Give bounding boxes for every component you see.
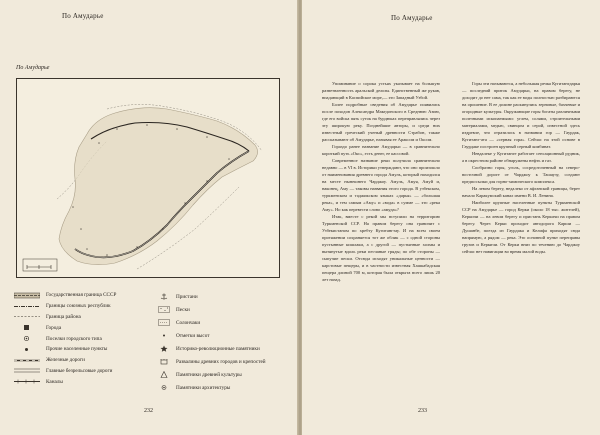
left-page — [0, 0, 298, 435]
legend-item: Главные безрельсовые дороги — [14, 366, 164, 377]
legend-item: Памятники древней культуры — [158, 368, 290, 381]
paragraph: Горы эти называются, а небольшая речка Кугитангдарья — последний приток Амударьи, на правом берегу, не доходит до нее сама, так как ее воды полностью разбираются на орошение. В ее долине раскинулись зерновые, бахчевые и огородные культуры. Окружающие горы богаты различными полезными ископаемыми: углем, солями, строительными материалами, медью, свинцом и серой, известной здесь издревле, что отразилось в названии гор — Гаурдак, Кугитанг-ата — «серная гора». Сейчас на этой основе в Гаурдаке построен крупный серный комбинат. — [462, 81, 580, 149]
highway-icon — [14, 367, 40, 374]
legend-item: Граница района — [14, 312, 164, 323]
legend-item: Прочие населенные пункты — [14, 344, 164, 355]
salt-marsh-icon — [158, 319, 170, 326]
urban-settlement-icon — [14, 335, 40, 342]
republic-border-icon — [14, 303, 40, 310]
height-mark-icon — [158, 332, 170, 339]
legend-item: Историко-революционные памятники — [158, 342, 290, 355]
culture-monument-icon — [158, 371, 170, 378]
paragraph: Современное название реки получила сравнительно недавно — в VI в. Историки утверждают, что оно произошло от наименования древнего города Амуль, который находился на месте нынешнего Чарджоу. Амуль, Амуя, Амуй и, наконец, Аму — таковы названия этого города. В узбекском, туркменском и таджикском языках «дарья» — «большая река», и тем самым «Аму» и «вода» в сумме — это «река Аму». Но как перевести слово «амуда»? — [322, 158, 440, 212]
text-column-right — [462, 80, 580, 255]
legend-item: Поселки городского типа — [14, 333, 164, 344]
map-title: По Амударье — [16, 65, 50, 71]
running-head-right: По Амударье — [391, 14, 433, 22]
page-number-right: 233 — [418, 408, 427, 414]
legend-item: Города — [14, 322, 164, 333]
sand-icon — [158, 306, 170, 313]
historic-monument-icon — [158, 345, 170, 352]
paragraph: Гораздо ранее название Амударьи — в сравнительно короткий путь «Окс», есть денег, ее кассовой. — [322, 144, 440, 156]
amudarya-map — [16, 78, 280, 278]
city-icon — [14, 324, 40, 331]
paragraph: Итак, вместе с рекой мы вступили на территорию Туркменской ССР. На правом берегу она граничит с Узбекистаном по хребту Кугитангтау. И на всем своем протяжении сохраняется тот же облик — с одной стороны пустынные кишлаки, а с другой — пустынные холмы и вытянутые вдоль реки песчаные гряды; по обе стороны — сыпучие пески. Отсюда исходят уникальные ценности — карстовые пещеры, и в частности известная Хашкабадская пещера длиной 700 м, которая была открыта всего лишь 20 лет назад. — [322, 214, 440, 282]
paragraph: На левом берегу, недалеко от афганской границы, берет начало Каракумский канал имени В. И. Ленина. — [462, 186, 580, 198]
legend-item: Развалины древних городов и крепостей — [158, 355, 290, 368]
paragraph: Более подробные сведения об Амударье появились после походов Александра Македонского в Среднюю Азию, где его войска пять суток на бурдюках переправлялись через эту широкую реку. Позднейшие авторы, и среди них известный греческий ученый древности Страбон, также рассказывают об Амударье, называя ее Араксом и Оксом. — [322, 102, 440, 142]
paragraph: Упоминание о сорока устьях указывает на большую разветвленность аральской дельты. Единственный же рукав, впадающий в Каспийское море,— это Западный Узбой. — [322, 81, 440, 100]
map-legend-left — [14, 290, 164, 387]
text-column-left — [322, 80, 440, 283]
fortress-ruins-icon — [158, 358, 170, 365]
legend-item: Пристани — [158, 290, 290, 303]
district-border-icon — [14, 313, 40, 320]
legend-item: Памятники архитектуры — [158, 381, 290, 394]
legend-item: Каналы — [14, 376, 164, 387]
map-legend-right — [158, 290, 290, 394]
legend-item: Солончаки — [158, 316, 290, 329]
legend-item: Отметки высот — [158, 329, 290, 342]
legend-item: Государственная граница СССР — [14, 290, 164, 301]
state-border-icon — [14, 292, 40, 299]
pier-icon — [158, 293, 170, 300]
railway-icon — [14, 357, 40, 364]
legend-item: Пески — [158, 303, 290, 316]
paragraph: Наиболее крупные населенные пункты Туркменской ССР на Амударье — город Керки (около 18 тыс. жителей), Керкичи — на левом берегу и пристань Керкичи на правом берегу. Через Керки проходит автодорога Карши — Душанбе, поезда из Гаурдака и Келифа приходят сюда напрямую, а рядом — река. Это основной пункт переправы грузов и Керкичи. От Керки вниз по течению до Чарджоу сейчас нет навигации во время малой воды. — [462, 200, 580, 254]
page-number-left: 232 — [144, 408, 153, 414]
paragraph: Сообразно горы, уголь, сосредоточенный на северо-восточной дороге от Чарджоу к Ташаузу, создают предпосылки для горно-химического комплекса. — [462, 165, 580, 184]
legend-item: Границы союзных республик — [14, 301, 164, 312]
architecture-monument-icon — [158, 384, 170, 391]
legend-item: Железные дороги — [14, 355, 164, 366]
right-page — [302, 0, 600, 435]
map-drawing — [17, 79, 279, 277]
settlement-icon — [14, 346, 40, 353]
running-head-left: По Амударье — [62, 12, 104, 20]
paragraph: Невдалеке у Кугитанге работает сенсационный рудник, а в окрестном районе обнаружены нефть и газ. — [462, 151, 580, 163]
canal-icon — [14, 378, 40, 385]
